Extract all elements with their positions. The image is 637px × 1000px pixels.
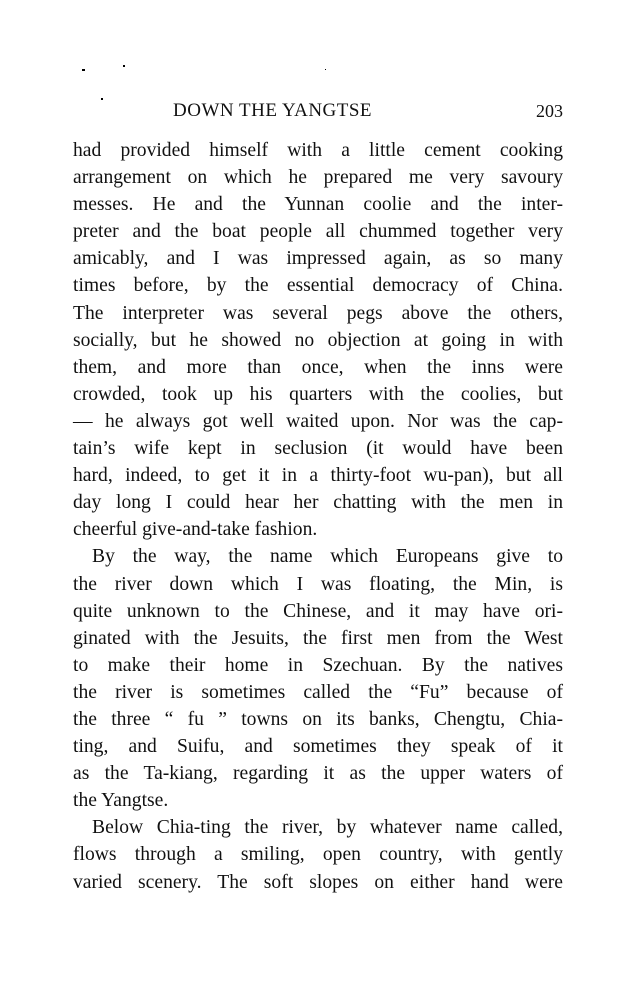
body-text <box>73 137 563 896</box>
running-header <box>73 100 563 126</box>
text-line: messes. He and the Yunnan coolie and the inter- <box>73 194 563 216</box>
text-line: times before, by the essential democracy of China. <box>73 275 563 297</box>
text-line: socially, but he showed no objection at going in with <box>73 329 563 351</box>
text-line: Below Chia-ting the river, by whatever name called, <box>92 817 563 839</box>
text-line: ting, and Suifu, and sometimes they speak of it <box>73 736 563 758</box>
text-line: crowded, took up his quarters with the coolies, but <box>73 383 563 405</box>
text-line: the river is sometimes called the “Fu” because of <box>73 681 563 703</box>
text-line: cheerful give-and-take fashion. <box>73 519 318 541</box>
text-line: hard, indeed, to get it in a thirty-foot wu-pan), but all <box>73 465 563 487</box>
text-line: to make their home in Szechuan. By the natives <box>73 654 563 676</box>
text-line: quite unknown to the Chinese, and it may have ori- <box>73 600 563 622</box>
text-line: them, and more than once, when the inns were <box>73 356 563 378</box>
scan-speck <box>325 69 326 70</box>
text-line: preter and the boat people all chummed together very <box>73 221 563 243</box>
scan-speck <box>123 65 125 67</box>
text-line: day long I could hear her chatting with the men in <box>73 492 563 514</box>
text-line: the river down which I was floating, the Min, is <box>73 573 563 595</box>
text-line: tain’s wife kept in seclusion (it would have been <box>73 438 563 460</box>
scan-speck <box>82 69 85 71</box>
text-line: By the way, the name which Europeans give to <box>92 546 563 568</box>
text-line: The interpreter was several pegs above the others, <box>73 302 563 324</box>
text-line: flows through a smiling, open country, with gently <box>73 844 563 866</box>
text-line: had provided himself with a little cement cooking <box>73 140 563 161</box>
text-line: arrangement on which he prepared me very savoury <box>73 167 563 189</box>
text-line: the three “ fu ” towns on its banks, Chengtu, Chia- <box>73 708 563 730</box>
page-number: 203 <box>536 101 563 121</box>
text-line: the Yangtse. <box>73 790 169 812</box>
running-title: DOWN THE YANGTSE <box>173 100 373 121</box>
text-line: ginated with the Jesuits, the first men from the West <box>73 627 563 649</box>
text-line: amicably, and I was impressed again, as so many <box>73 248 563 270</box>
text-line: — he always got well waited upon. Nor was the cap- <box>73 410 563 432</box>
text-line: varied scenery. The soft slopes on either hand were <box>73 871 563 893</box>
text-line: as the Ta-kiang, regarding it as the upper waters of <box>73 763 563 785</box>
